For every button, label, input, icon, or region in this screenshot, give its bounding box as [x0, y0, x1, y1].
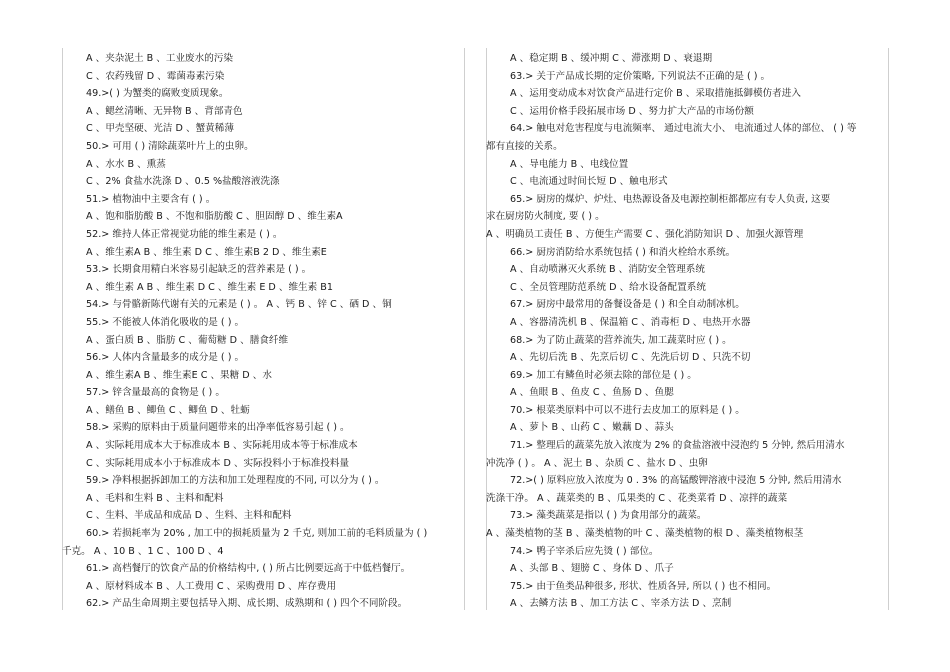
question-line: 58.> 采购的原料由于质量问题带来的出净率低容易引起 ( ) 。: [86, 422, 350, 434]
options-line: A 、毛料和生料 B 、主料和配料: [86, 492, 224, 504]
right-column: [486, 50, 888, 613]
question-line: 49.>( ) 为蟹类的腐败变质现象。: [86, 88, 229, 100]
question-line: 54.> 与骨骼新陈代谢有关的元素是 ( ) 。 A 、钙 B 、锌 C 、硒 D 、铜: [86, 299, 392, 311]
question-line: 67.> 厨房中最常用的备餐设备是 ( ) 和全自动制冰机。: [510, 299, 745, 311]
question-line: 66.> 厨房消防给水系统包括 ( ) 和消火栓给水系统。: [510, 246, 736, 258]
left-column: [62, 50, 464, 613]
options-line: C 、电流通过时间长短 D 、触电形式: [510, 176, 668, 188]
options-line: A 、自动喷淋灭火系统 B 、消防安全管理系统: [510, 264, 705, 276]
options-line: C 、2% 食盐水洗涤 D 、0.5 %盐酸溶液洗涤: [86, 176, 280, 188]
options-line: A 、导电能力 B 、电线位置: [510, 158, 629, 170]
continuation-line: 求在厨房防火制度, 要 ( ) 。: [486, 211, 605, 223]
continuation-line: 千克。 A 、10 B 、1 C 、100 D 、4: [62, 545, 224, 557]
right-edge-rule: [888, 48, 889, 610]
options-line: A 、实际耗用成本大于标准成本 B 、实际耗用成本等于标准成本: [86, 440, 358, 452]
options-line: A 、维生素 A B 、维生素 D C 、维生素 E D 、维生素 B1: [86, 281, 333, 293]
question-line: 68.> 为了防止蔬菜的营养流失, 加工蔬菜时应 ( ) 。: [510, 334, 732, 346]
question-line: 65.> 厨房的煤炉、炉灶、电热源设备及电源控制柜都都应有专人负责, 这要: [510, 193, 831, 205]
options-line: A 、蛋白质 B 、脂肪 C 、葡萄糖 D 、膳食纤维: [86, 334, 289, 346]
question-line: 59.> 净料根据拆卸加工的方法和加工处理程度的不同, 可以分为 ( ) 。: [86, 475, 385, 487]
options-line: A 、先切后洗 B 、先烹后切 C 、先洗后切 D 、只洗不切: [510, 352, 751, 364]
options-line: A 、容器清洗机 B 、保温箱 C 、消毒柜 D 、电热开水器: [510, 316, 751, 328]
options-line: A 、维生素A B 、维生素 D C 、维生素B 2 D 、维生素E: [86, 246, 327, 258]
question-line: 72.>( ) 原料应放入浓度为 0 . 3% 的高锰酸钾溶液中浸泡 5 分钟, 然后用清水: [510, 475, 842, 487]
continuation-line: A 、明确员工责任 B 、方便生产需要 C 、强化消防知识 D 、加强火源管理: [486, 228, 804, 240]
question-line: 51.> 植物油中主要含有 ( ) 。: [86, 193, 216, 205]
options-line: A 、水水 B 、熏蒸: [86, 158, 166, 170]
continuation-line: 冲洗净 ( ) 。 A 、泥土 B 、杂质 C 、盐水 D 、虫卵: [486, 457, 708, 469]
options-line: A 、去鳞方法 B 、加工方法 C 、宰杀方法 D 、烹制: [510, 598, 732, 610]
options-line: A 、鱼眼 B 、鱼皮 C 、鱼肠 D 、鱼腮: [510, 387, 674, 399]
question-line: 69.> 加工有鳞鱼时必须去除的部位是 ( ) 。: [510, 369, 697, 381]
options-line: A 、萝卜 B 、山药 C 、嫩藕 D 、蒜头: [510, 422, 674, 434]
question-line: 63.> 关于产品成长期的定价策略, 下列说法不正确的是 ( ) 。: [510, 70, 771, 82]
question-line: 71.> 整理后的蔬菜先放入浓度为 2% 的食盐溶液中浸泡约 5 分钟, 然后用清水: [510, 440, 845, 452]
question-line: 74.> 鸭子宰杀后应先烫 ( ) 部位。: [510, 545, 659, 557]
options-line: A 、鳝鱼 B 、鲫鱼 C 、鲫鱼 D 、牡蛎: [86, 404, 250, 416]
question-line: 75.> 由于鱼类品种很多, 形状、性质各异, 所以 ( ) 也不相同。: [510, 580, 777, 592]
center-divider: [464, 48, 465, 610]
continuation-line: 洗涤干净。 A 、蔬菜类的 B 、瓜果类的 C 、花类菜肴 D 、凉拌的蔬菜: [486, 492, 788, 504]
options-line: A 、饱和脂肪酸 B 、不饱和脂肪酸 C 、胆固醇 D 、维生素A: [86, 211, 343, 223]
question-line: 64.> 触电对危害程度与电流频率、 通过电流大小、 电流通过人体的部位、 ( ) 等: [510, 123, 857, 135]
options-line: C 、农药残留 D 、霉菌毒素污染: [86, 70, 225, 82]
question-line: 50.> 可用 ( ) 清除蔬菜叶片上的虫卵。: [86, 140, 254, 152]
continuation-line: A 、藻类植物的茎 B 、藻类植物的叶 C 、藻类植物的根 D 、藻类植物根茎: [486, 528, 804, 540]
question-line: 55.> 不能被人体消化吸收的是 ( ) 。: [86, 316, 245, 328]
question-line: 62.> 产品生命周期主要包括导入期、成长期、成熟期和 ( ) 四个不同阶段。: [86, 598, 408, 610]
question-line: 73.> 藻类蔬菜是指以 ( ) 为食用部分的蔬菜。: [510, 510, 707, 522]
options-line: C 、全员管理防范系统 D 、给水设备配置系统: [510, 281, 706, 293]
options-line: A 、维生素A B 、维生素E C 、果糖 D 、水: [86, 369, 272, 381]
question-line: 56.> 人体内含量最多的成分是 ( ) 。: [86, 352, 245, 364]
options-line: C 、甲壳坚硬、光洁 D 、蟹黄稀薄: [86, 123, 234, 135]
question-line: 61.> 高档餐厅的饮食产品的价格结构中, ( ) 所占比例要远高于中低档餐厅。: [86, 563, 411, 575]
options-line: A 、夹杂泥土 B 、工业废水的污染: [86, 53, 234, 64]
question-line: 53.> 长期食用精白米容易引起缺乏的营养素是 ( ) 。: [86, 264, 312, 276]
options-line: A 、头部 B 、翅膀 C 、身体 D 、爪子: [510, 563, 674, 575]
options-line: A 、原材料成本 B 、人工费用 C 、采购费用 D 、库存费用: [86, 580, 337, 592]
question-line: 52.> 维持人体正常视觉功能的维生素是 ( ) 。: [86, 228, 283, 240]
options-line: C 、实际耗用成本小于标准成本 D 、实际投料小于标准投料量: [86, 457, 350, 469]
options-line: C 、生料、半成品和成品 D 、生料、主料和配料: [86, 510, 292, 522]
continuation-line: 都有直接的关系。: [486, 140, 563, 152]
question-line: 60.> 若损耗率为 20% , 加工中的损耗质量为 2 千克, 则加工前的毛料质量为 ( ): [86, 528, 428, 540]
options-line: A 、稳定期 B 、缓冲期 C 、滞涨期 D 、衰退期: [510, 53, 713, 64]
options-line: C 、运用价格手段拓展市场 D 、努力扩大产品的市场份额: [510, 105, 754, 117]
question-line: 57.> 锌含量最高的食物是 ( ) 。: [86, 387, 225, 399]
options-line: A 、运用变动成本对饮食产品进行定价 B 、采取措施抵御模仿者进入: [510, 88, 801, 100]
question-line: 70.> 根菜类原料中可以不进行去皮加工的原料是 ( ) 。: [510, 404, 745, 416]
options-line: A 、鳃丝清晰、无异物 B 、背部青色: [86, 105, 243, 117]
